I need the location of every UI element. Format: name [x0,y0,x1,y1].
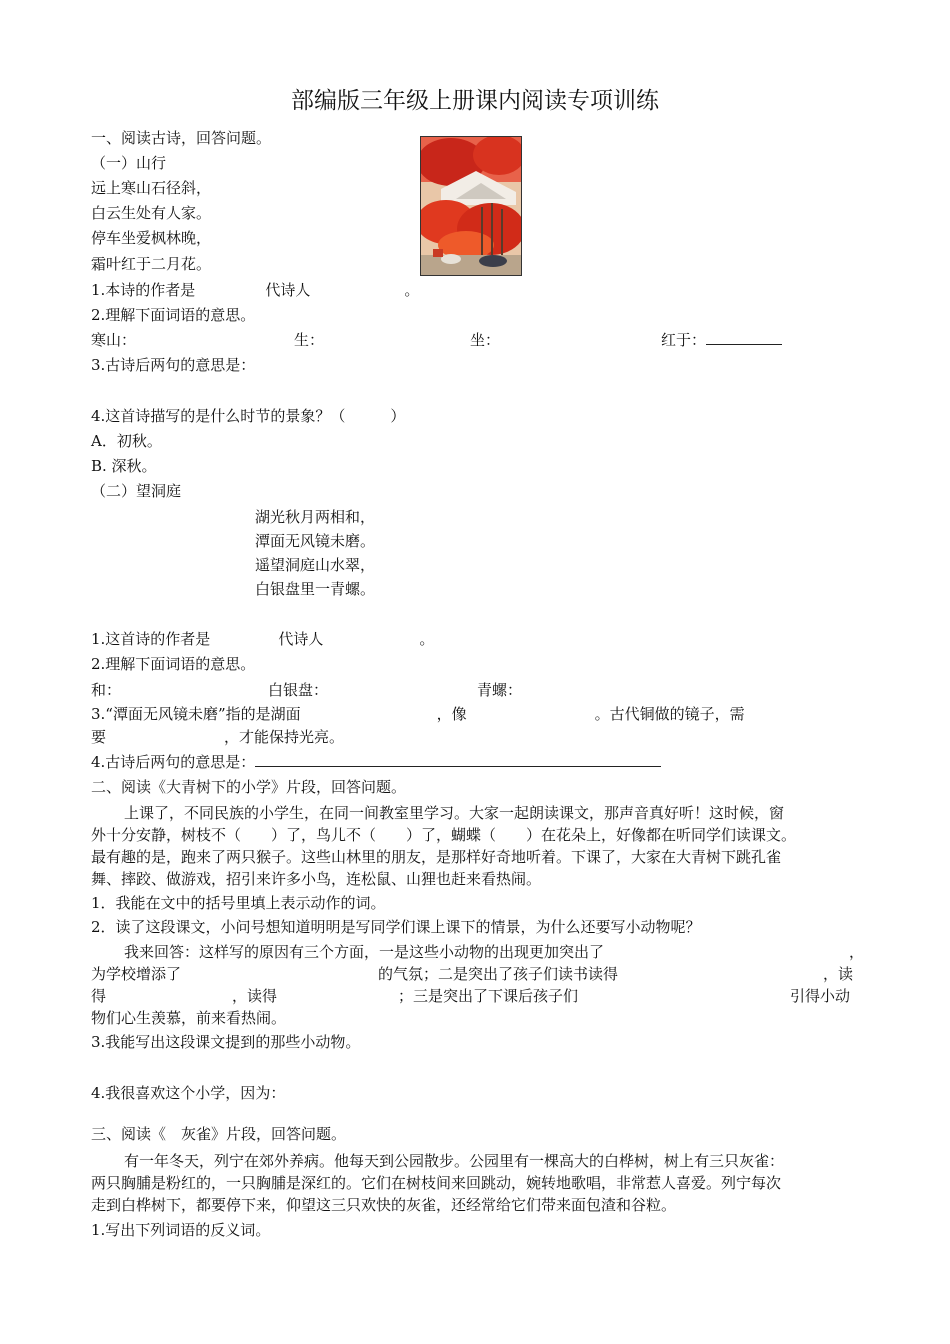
poem-1-line-1: 远上寒山石径斜， [91,179,212,197]
section-2-heading: 二、阅读《大青树下的小学》片段，回答问题。 [91,778,407,796]
poem-2-line-1: 湖光秋月两相和， [255,508,376,526]
poem-1-question-3: 3.古诗后两句的意思是： [91,356,256,374]
passage-3-line-3: 走到白桦树下，都要停下来，仰望这三只欢快的灰雀，还经常给它们带来面包渣和谷粒。 [91,1196,677,1214]
word-qingluo: 青螺： [477,681,523,699]
poem-2-title: （二）望洞庭 [91,482,182,500]
passage-2-line-2: 外十分安静，树枝不（ ）了，鸟儿不（ ）了，蝴蝶（ ）在花朵上，好像都在听同学们读课文。 [91,826,797,844]
poem-2-question-3 [91,704,745,724]
passage-3-line-2: 两只胸脯是粉红的，一只胸脯是深红的。它们在树枝间来回跳动，婉转地歌唱，非常惹人喜爱。列宁每次 [91,1174,782,1192]
question-text: 4.古诗后两句的意思是： [91,753,256,771]
word-label: 红于： [661,331,707,349]
poem-2-line-4: 白银盘里一青螺。 [255,580,376,598]
poem-2-question-2: 2.理解下面词语的意思。 [91,655,256,673]
section-2-question-3: 3.我能写出这段课文提到的那些小动物。 [91,1033,361,1051]
answer-line-2b: 的气氛；二是突出了孩子们读书读得 [378,965,619,983]
poem-2-question-4 [91,752,661,772]
question-text: ，才能保持光亮。 [224,728,345,746]
poem-2-question-3-cont [91,727,344,747]
question-text: 1.本诗的作者是 [91,281,196,299]
word-hanshan: 寒山： [91,331,137,349]
question-text: 。 [419,630,435,648]
answer-line-3d: 引得小动 [790,987,851,1005]
poem-1-line-2: 白云生处有人家。 [91,204,212,222]
question-text: 3.“潭面无风镜未磨”指的是湖面 [91,705,301,723]
answer-blank[interactable] [706,330,782,345]
passage-2-line-1: 上课了，不同民族的小学生，在同一间教室里学习。大家一起朗读课文，那声音真好听！这时候，窗 [124,804,785,822]
poem-2-line-2: 潭面无风镜未磨。 [255,532,376,550]
section-3-question-1: 1.写出下列词语的反义词。 [91,1221,271,1239]
question-text: 1.这首诗的作者是 [91,630,211,648]
poem-1-question-4: 4.这首诗描写的是什么时节的景象？（ ） [91,407,406,425]
section-3-heading: 三、阅读《 灰雀》片段，回答问题。 [91,1125,347,1143]
answer-line-2a: 为学校增添了 [91,965,182,983]
answer-line-3a: 得 [91,987,107,1005]
maple-painting-icon [421,137,521,275]
poem-2-line-3: 遥望洞庭山水翠， [255,556,376,574]
section-2-question-1: 1．我能在文中的括号里填上表示动作的词。 [91,894,386,912]
answer-line-3c: ；三是突出了下课后孩子们 [398,987,579,1005]
poem-1-question-1 [91,280,419,300]
poem-1-title: （一）山行 [91,154,167,172]
page-title: 部编版三年级上册课内阅读专项训练 [291,88,659,114]
question-text: ，像 [436,705,467,723]
word-baiyinpan: 白银盘： [268,681,329,699]
poem-2-question-1 [91,629,434,649]
passage-2-line-4: 舞、摔跤、做游戏，招引来许多小鸟，连松鼠、山狸也赶来看热闹。 [91,870,542,888]
option-a: A．初秋。 [91,432,162,450]
passage-2-line-3: 最有趣的是，跑来了两只猴子。这些山林里的朋友，是那样好奇地听着。下课了，大家在大青树下跳孔雀 [91,848,782,866]
word-he: 和： [91,681,122,699]
question-text: 要 [91,728,107,746]
poem-1-line-3: 停车坐爱枫林晚， [91,229,212,247]
answer-blank[interactable] [255,752,661,767]
option-b: B. 深秋。 [91,457,157,475]
poem-1-question-2: 2.理解下面词语的意思。 [91,306,256,324]
answer-line-2c: ，读 [823,965,854,983]
section-2-question-4: 4.我很喜欢这个小学，因为： [91,1084,286,1102]
answer-line-1-end: ， [849,943,865,961]
question-text: 代诗人 [278,630,324,648]
word-sheng: 生： [294,331,325,349]
word-zuo: 坐： [470,331,501,349]
section-1-heading: 一、阅读古诗，回答问题。 [91,129,272,147]
section-2-question-2: 2．读了这段课文，小问号想知道明明是写同学们课上课下的情景，为什么还要写小动物呢？ [91,918,701,936]
poem-1-line-4: 霜叶红于二月花。 [91,255,212,273]
passage-3-line-1: 有一年冬天，列宁在郊外养病。他每天到公园散步。公园里有一棵高大的白桦树，树上有三只灰雀： [124,1152,785,1170]
question-text: 。古代铜做的镜子，需 [594,705,745,723]
word-hongyu [661,330,782,350]
question-text: 代诗人 [265,281,311,299]
question-text: 。 [404,281,420,299]
answer-line-4: 物们心生羡慕，前来看热闹。 [91,1009,287,1027]
maple-painting-image [420,136,522,276]
answer-line-3b: ，读得 [232,987,278,1005]
answer-line-1: 我来回答：这样写的原因有三个方面，一是这些小动物的出现更加突出了 [124,943,605,961]
